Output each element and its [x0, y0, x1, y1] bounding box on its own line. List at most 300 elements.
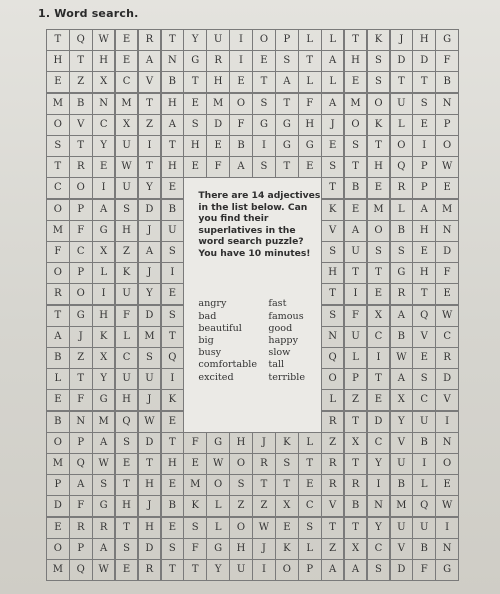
grid-cell: W — [252, 517, 276, 539]
grid-cell: T — [344, 156, 368, 178]
grid-cell: G — [298, 135, 322, 157]
grid-cell: T — [46, 305, 70, 327]
grid-cell: F — [435, 50, 459, 72]
grid-cell: L — [298, 29, 322, 51]
grid-cell: Q — [390, 156, 414, 178]
grid-cell: L — [390, 199, 414, 221]
grid-cell: R — [321, 411, 345, 433]
grid-cell: N — [92, 93, 116, 115]
grid-cell: T — [367, 135, 391, 157]
grid-cell: G — [435, 559, 459, 581]
grid-cell: B — [412, 432, 436, 454]
grid-cell: E — [412, 114, 436, 136]
grid-cell: E — [161, 411, 185, 433]
grid-cell: E — [183, 156, 207, 178]
grid-cell: K — [115, 262, 139, 284]
grid-cell: R — [321, 474, 345, 496]
grid-cell: T — [275, 474, 299, 496]
grid-cell: B — [390, 474, 414, 496]
grid-cell: O — [321, 368, 345, 390]
grid-cell: D — [367, 411, 391, 433]
grid-cell: S — [275, 50, 299, 72]
grid-cell: Y — [138, 177, 162, 199]
grid-cell: P — [69, 538, 93, 560]
grid-cell: X — [275, 495, 299, 517]
grid-cell: B — [161, 71, 185, 93]
grid-cell: T — [275, 93, 299, 115]
grid-cell: Z — [115, 241, 139, 263]
adjective-word: fast — [268, 298, 287, 310]
grid-cell: S — [367, 559, 391, 581]
grid-cell: Q — [412, 495, 436, 517]
grid-cell: I — [344, 283, 368, 305]
grid-cell: Y — [206, 559, 230, 581]
grid-cell: E — [183, 453, 207, 475]
grid-cell: I — [92, 177, 116, 199]
grid-cell: F — [69, 495, 93, 517]
grid-cell: T — [138, 93, 162, 115]
grid-cell: B — [161, 199, 185, 221]
grid-cell: T — [275, 156, 299, 178]
grid-cell: N — [435, 432, 459, 454]
grid-cell: Y — [367, 453, 391, 475]
grid-cell: H — [412, 220, 436, 242]
grid-cell: R — [206, 50, 230, 72]
grid-cell: Y — [92, 368, 116, 390]
grid-cell: Z — [344, 389, 368, 411]
grid-cell: T — [161, 29, 185, 51]
grid-cell: S — [367, 241, 391, 263]
grid-cell: B — [390, 220, 414, 242]
grid-cell: H — [229, 432, 253, 454]
grid-cell: K — [275, 432, 299, 454]
grid-cell: B — [69, 93, 93, 115]
grid-cell: D — [206, 114, 230, 136]
grid-cell: K — [183, 495, 207, 517]
grid-cell: G — [92, 220, 116, 242]
grid-cell: P — [412, 177, 436, 199]
grid-cell: R — [252, 453, 276, 475]
grid-cell: T — [344, 262, 368, 284]
grid-cell: M — [138, 326, 162, 348]
grid-cell: V — [138, 71, 162, 93]
grid-cell: P — [69, 432, 93, 454]
grid-cell: L — [298, 432, 322, 454]
grid-cell: X — [92, 347, 116, 369]
grid-cell: S — [138, 347, 162, 369]
grid-cell: S — [321, 241, 345, 263]
grid-cell: H — [161, 453, 185, 475]
grid-cell: J — [69, 326, 93, 348]
grid-cell: J — [138, 262, 162, 284]
grid-cell: Z — [69, 71, 93, 93]
grid-cell: T — [412, 283, 436, 305]
grid-cell: U — [390, 453, 414, 475]
grid-cell: G — [206, 538, 230, 560]
grid-cell: A — [390, 368, 414, 390]
grid-cell: W — [390, 347, 414, 369]
grid-cell: S — [412, 93, 436, 115]
grid-cell: T — [161, 559, 185, 581]
grid-cell: T — [161, 432, 185, 454]
grid-cell: S — [321, 305, 345, 327]
adjective-word: busy — [198, 347, 222, 359]
grid-cell: E — [161, 474, 185, 496]
grid-cell: L — [115, 326, 139, 348]
grid-cell: P — [344, 368, 368, 390]
grid-cell: S — [115, 432, 139, 454]
grid-cell: G — [92, 389, 116, 411]
grid-cell: T — [390, 71, 414, 93]
grid-cell: E — [298, 474, 322, 496]
grid-cell: I — [435, 517, 459, 539]
grid-cell: C — [115, 347, 139, 369]
grid-cell: E — [161, 177, 185, 199]
grid-cell: E — [435, 474, 459, 496]
grid-cell: M — [367, 199, 391, 221]
grid-cell: D — [412, 50, 436, 72]
grid-cell: E — [161, 283, 185, 305]
grid-cell: G — [252, 114, 276, 136]
grid-cell: N — [161, 50, 185, 72]
grid-cell: F — [115, 305, 139, 327]
grid-cell: B — [390, 326, 414, 348]
grid-cell: O — [367, 93, 391, 115]
grid-cell: U — [344, 326, 368, 348]
grid-cell: B — [344, 177, 368, 199]
grid-cell: T — [367, 262, 391, 284]
grid-cell: T — [115, 474, 139, 496]
grid-cell: N — [435, 538, 459, 560]
grid-cell: Y — [138, 283, 162, 305]
grid-cell: T — [161, 135, 185, 157]
grid-cell: T — [344, 453, 368, 475]
grid-cell: L — [92, 262, 116, 284]
grid-cell: Q — [69, 29, 93, 51]
grid-cell: Q — [321, 347, 345, 369]
grid-cell: M — [344, 93, 368, 115]
grid-cell: L — [321, 29, 345, 51]
grid-cell: H — [115, 389, 139, 411]
grid-cell: T — [344, 411, 368, 433]
grid-cell: F — [298, 93, 322, 115]
grid-cell: T — [298, 50, 322, 72]
grid-cell: S — [367, 50, 391, 72]
grid-cell: L — [390, 114, 414, 136]
grid-cell: L — [321, 389, 345, 411]
grid-cell: M — [92, 411, 116, 433]
grid-cell: E — [412, 347, 436, 369]
grid-cell: D — [138, 538, 162, 560]
grid-cell: E — [115, 29, 139, 51]
grid-cell: P — [412, 156, 436, 178]
grid-cell: V — [390, 538, 414, 560]
grid-cell: H — [138, 474, 162, 496]
grid-cell: T — [321, 517, 345, 539]
adjective-word: beautiful — [198, 322, 242, 334]
grid-cell: F — [229, 114, 253, 136]
grid-cell: I — [252, 135, 276, 157]
grid-cell: W — [92, 29, 116, 51]
grid-cell: G — [183, 50, 207, 72]
grid-cell: U — [115, 177, 139, 199]
grid-cell: S — [183, 517, 207, 539]
grid-cell: U — [206, 29, 230, 51]
grid-cell: L — [206, 495, 230, 517]
grid-cell: F — [206, 156, 230, 178]
grid-cell: J — [138, 495, 162, 517]
grid-cell: A — [275, 71, 299, 93]
grid-cell: E — [367, 283, 391, 305]
grid-cell: W — [206, 453, 230, 475]
grid-cell: F — [46, 241, 70, 263]
grid-cell: P — [275, 29, 299, 51]
grid-cell: C — [412, 389, 436, 411]
grid-cell: T — [321, 283, 345, 305]
grid-cell: L — [321, 71, 345, 93]
grid-cell: R — [435, 347, 459, 369]
grid-cell: O — [229, 453, 253, 475]
grid-cell: G — [435, 29, 459, 51]
grid-cell: C — [92, 114, 116, 136]
grid-cell: R — [321, 453, 345, 475]
grid-cell: E — [367, 177, 391, 199]
grid-cell: F — [435, 262, 459, 284]
grid-cell: M — [46, 93, 70, 115]
grid-cell: M — [115, 93, 139, 115]
grid-cell: S — [115, 538, 139, 560]
grid-cell: E — [275, 517, 299, 539]
grid-cell: R — [92, 517, 116, 539]
grid-cell: I — [412, 135, 436, 157]
grid-cell: M — [46, 453, 70, 475]
grid-cell: T — [138, 156, 162, 178]
grid-cell: U — [412, 517, 436, 539]
grid-cell: H — [344, 50, 368, 72]
grid-cell: F — [183, 538, 207, 560]
adjective-word: bad — [198, 310, 217, 322]
grid-cell: V — [390, 432, 414, 454]
grid-cell: E — [115, 559, 139, 581]
grid-cell: E — [298, 156, 322, 178]
grid-cell: H — [412, 29, 436, 51]
adjective-word: excited — [198, 371, 234, 383]
grid-cell: Q — [69, 559, 93, 581]
grid-cell: C — [367, 538, 391, 560]
grid-cell: P — [298, 559, 322, 581]
grid-cell: A — [229, 156, 253, 178]
grid-cell: R — [46, 283, 70, 305]
grid-cell: S — [92, 474, 116, 496]
adjective-word: terrible — [268, 371, 306, 383]
grid-cell: U — [161, 220, 185, 242]
grid-cell: M — [46, 559, 70, 581]
grid-cell: O — [46, 199, 70, 221]
grid-cell: A — [344, 220, 368, 242]
grid-cell: Y — [390, 411, 414, 433]
grid-cell: O — [435, 135, 459, 157]
grid-cell: Z — [252, 495, 276, 517]
grid-cell: S — [183, 114, 207, 136]
grid-cell: I — [161, 368, 185, 390]
grid-cell: H — [206, 71, 230, 93]
grid-cell: R — [69, 156, 93, 178]
grid-cell: E — [92, 156, 116, 178]
grid-cell: H — [92, 50, 116, 72]
grid-cell: B — [46, 411, 70, 433]
grid-cell: E — [412, 241, 436, 263]
grid-cell: E — [344, 71, 368, 93]
grid-cell: X — [92, 71, 116, 93]
grid-cell: D — [138, 199, 162, 221]
grid-cell: T — [161, 326, 185, 348]
grid-cell: W — [435, 156, 459, 178]
grid-cell: O — [390, 135, 414, 157]
grid-cell: D — [390, 559, 414, 581]
grid-cell: M — [183, 474, 207, 496]
grid-cell: Z — [138, 114, 162, 136]
grid-cell: A — [321, 93, 345, 115]
grid-cell: H — [321, 262, 345, 284]
grid-cell: U — [138, 368, 162, 390]
grid-cell: F — [69, 220, 93, 242]
adjective-word: happy — [268, 334, 298, 346]
grid-cell: A — [321, 50, 345, 72]
grid-cell: F — [412, 559, 436, 581]
grid-cell: V — [321, 220, 345, 242]
grid-cell: A — [92, 199, 116, 221]
adjective-word: big — [198, 334, 214, 346]
grid-cell: Q — [161, 347, 185, 369]
grid-cell: B — [435, 71, 459, 93]
grid-cell: E — [46, 71, 70, 93]
grid-cell: T — [252, 474, 276, 496]
grid-cell: M — [46, 220, 70, 242]
grid-cell: E — [367, 389, 391, 411]
grid-cell: L — [412, 474, 436, 496]
grid-cell: Q — [115, 411, 139, 433]
grid-cell: V — [321, 495, 345, 517]
grid-cell: A — [412, 199, 436, 221]
grid-cell: I — [229, 50, 253, 72]
grid-cell: E — [206, 135, 230, 157]
grid-cell: G — [275, 114, 299, 136]
grid-cell: T — [344, 29, 368, 51]
grid-cell: F — [183, 432, 207, 454]
grid-cell: K — [367, 114, 391, 136]
grid-cell: P — [46, 474, 70, 496]
grid-cell: E — [229, 71, 253, 93]
grid-cell: I — [138, 135, 162, 157]
grid-cell: L — [298, 71, 322, 93]
exercise-title: 1. Word search. — [38, 7, 139, 20]
grid-cell: L — [46, 368, 70, 390]
grid-cell: E — [435, 283, 459, 305]
grid-cell: V — [435, 389, 459, 411]
grid-cell: L — [206, 517, 230, 539]
grid-cell: E — [435, 177, 459, 199]
grid-cell: T — [412, 71, 436, 93]
grid-cell: H — [138, 517, 162, 539]
grid-cell: V — [412, 326, 436, 348]
grid-cell: A — [344, 559, 368, 581]
grid-cell: T — [321, 177, 345, 199]
grid-cell: L — [298, 538, 322, 560]
grid-cell: T — [367, 368, 391, 390]
grid-cell: O — [206, 474, 230, 496]
grid-cell: W — [92, 453, 116, 475]
grid-cell: X — [390, 389, 414, 411]
grid-cell: A — [46, 326, 70, 348]
grid-cell: B — [161, 495, 185, 517]
grid-cell: Y — [92, 135, 116, 157]
grid-cell: F — [344, 305, 368, 327]
grid-cell: M — [435, 199, 459, 221]
grid-cell: B — [344, 495, 368, 517]
grid-cell: U — [115, 368, 139, 390]
grid-cell: H — [161, 156, 185, 178]
grid-cell: H — [298, 114, 322, 136]
grid-cell: T — [183, 71, 207, 93]
grid-cell: E — [46, 517, 70, 539]
grid-cell: U — [229, 559, 253, 581]
grid-cell: R — [344, 474, 368, 496]
grid-cell: J — [252, 538, 276, 560]
grid-cell: T — [69, 135, 93, 157]
grid-cell: G — [92, 495, 116, 517]
grid-cell: S — [252, 156, 276, 178]
grid-cell: F — [69, 389, 93, 411]
grid-cell: Z — [69, 347, 93, 369]
grid-cell: S — [46, 135, 70, 157]
grid-cell: C — [298, 495, 322, 517]
grid-cell: S — [229, 474, 253, 496]
grid-cell: C — [367, 432, 391, 454]
grid-cell: E — [115, 50, 139, 72]
grid-cell: S — [252, 93, 276, 115]
grid-cell: O — [46, 432, 70, 454]
grid-cell: M — [206, 93, 230, 115]
grid-cell: D — [138, 305, 162, 327]
grid-cell: P — [69, 199, 93, 221]
grid-cell: E — [344, 199, 368, 221]
grid-cell: W — [92, 559, 116, 581]
grid-cell: O — [367, 220, 391, 242]
grid-cell: E — [252, 50, 276, 72]
grid-cell: E — [115, 453, 139, 475]
grid-cell: O — [69, 283, 93, 305]
grid-cell: O — [229, 93, 253, 115]
grid-cell: N — [69, 411, 93, 433]
grid-cell: Y — [367, 517, 391, 539]
grid-cell: D — [138, 432, 162, 454]
grid-cell: Z — [321, 432, 345, 454]
grid-cell: O — [344, 114, 368, 136]
grid-cell: T — [344, 517, 368, 539]
grid-cell: S — [390, 241, 414, 263]
grid-cell: O — [435, 453, 459, 475]
grid-cell: K — [321, 199, 345, 221]
grid-cell: S — [161, 241, 185, 263]
grid-cell: I — [412, 453, 436, 475]
grid-cell: S — [161, 305, 185, 327]
grid-cell: S — [321, 156, 345, 178]
grid-cell: H — [115, 220, 139, 242]
grid-cell: G — [390, 262, 414, 284]
grid-cell: S — [344, 135, 368, 157]
grid-cell: I — [367, 347, 391, 369]
grid-cell: R — [69, 517, 93, 539]
